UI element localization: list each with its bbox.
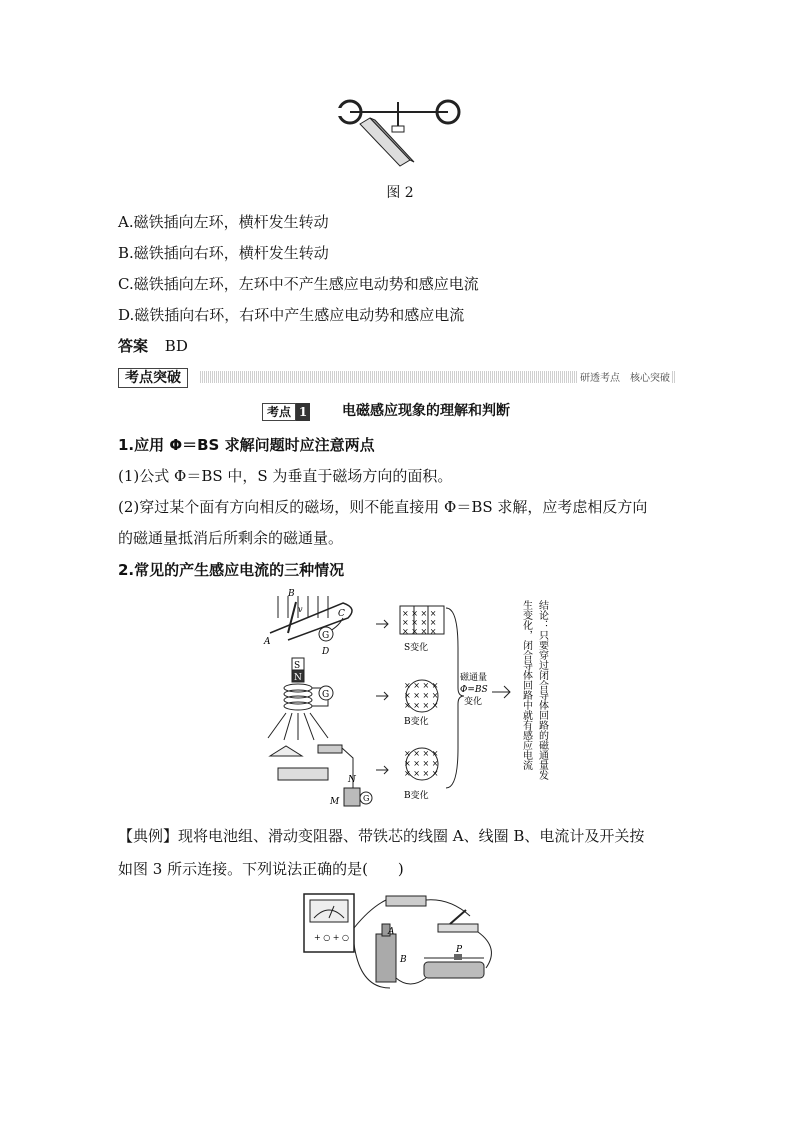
flux-line-3: 变化 <box>464 697 483 707</box>
conclusion-col-1: 结论：只要穿过闭合导体回路的磁通量发 <box>536 600 548 780</box>
label-n2: N <box>348 775 356 785</box>
label-s: S <box>294 661 301 671</box>
answer <box>118 336 188 356</box>
svg-text:× × × ×: × × × × <box>404 701 439 710</box>
kaodian-label: 考点 <box>262 403 296 421</box>
label-d: D <box>322 647 330 657</box>
label-m: M <box>330 797 340 807</box>
answer-label: 答案 <box>118 337 149 355</box>
b-change-circle-1 <box>404 680 438 727</box>
figure-2-illustration <box>330 90 470 170</box>
svg-text:× × × ×: × × × × <box>404 681 439 690</box>
b-change-label-1: B变化 <box>404 717 429 727</box>
point-1-item-2-line-2: 的磁通量抵消后所剩余的磁通量。 <box>118 529 344 547</box>
case-circuit <box>270 745 372 807</box>
svg-text:× × × ×: × × × × <box>402 618 437 627</box>
kaodian-header <box>262 401 510 419</box>
label-g2: G <box>322 690 330 700</box>
fig3-label-a: A <box>388 927 395 937</box>
option-a: A.磁铁插向左环，横杆发生转动 <box>118 213 329 231</box>
figure-3-illustration <box>300 888 505 996</box>
label-b: B <box>288 589 295 599</box>
label-a: A <box>264 637 271 647</box>
option-d: D.磁铁插向右环，右环中产生感应电动势和感应电流 <box>118 306 465 324</box>
point-2-heading: 2.常见的产生感应电流的三种情况 <box>118 561 345 579</box>
s-change-grid <box>400 606 444 653</box>
label-c: C <box>338 609 345 619</box>
arrow-4-icon <box>492 686 510 698</box>
section-header <box>118 368 676 386</box>
flux-line-1: 磁通量 <box>460 673 488 683</box>
kaodian-title: 电磁感应现象的理解和判断 <box>342 403 510 419</box>
b-change-label-2: B变化 <box>404 791 429 801</box>
arrow-2-icon <box>376 692 388 700</box>
fig3-label-b: B <box>400 955 407 965</box>
label-v: v <box>298 605 303 614</box>
fig3-label-p: P <box>456 945 463 955</box>
brace <box>446 608 464 788</box>
svg-text:× × × ×: × × × × <box>404 769 439 778</box>
svg-text:+ ○ + ○: + ○ + ○ <box>314 933 349 942</box>
section-subtitle: 研透考点 核心突破 <box>578 369 672 384</box>
point-1-heading: 1.应用 Φ＝BS 求解问题时应注意两点 <box>118 436 375 454</box>
example-line-2: 如图 3 所示连接。下列说法正确的是( ) <box>118 860 404 878</box>
example-line-1: 【典例】现将电池组、滑动变阻器、带铁芯的线圈 A、线圈 B、电流计及开关按 <box>118 827 645 845</box>
point-1-item-1: (1)公式 Φ＝BS 中，S 为垂直于磁场方向的面积。 <box>118 467 453 485</box>
option-c: C.磁铁插向左环，左环中不产生感应电动势和感应电流 <box>118 275 479 293</box>
s-change-label: S变化 <box>404 643 429 653</box>
figure-2-caption: 图 2 <box>386 185 414 201</box>
induction-cases-diagram <box>258 588 558 810</box>
label-g1: G <box>322 631 330 641</box>
section-title: 考点突破 <box>118 368 188 388</box>
flux-line-2: Φ=BS <box>460 685 488 695</box>
case-sliding-rod <box>263 589 352 657</box>
arrow-1-icon <box>376 620 388 628</box>
arrow-3-icon <box>376 766 388 774</box>
svg-text:× × × ×: × × × × <box>404 759 439 768</box>
point-1-item-2-line-1: (2)穿过某个面有方向相反的磁场，则不能直接用 Φ＝BS 求解，应考虑相反方向 <box>118 498 648 516</box>
svg-text:× × × ×: × × × × <box>402 609 437 618</box>
label-g3: G <box>363 794 370 803</box>
b-change-circle-2 <box>404 748 438 801</box>
answer-value: BD <box>164 337 188 355</box>
label-n: N <box>294 673 302 683</box>
svg-text:× × × ×: × × × × <box>402 627 437 636</box>
conclusion-col-2: 生变化，闭合导体回路中就有感应电流 <box>520 600 532 770</box>
kaodian-number: 1 <box>296 403 310 421</box>
svg-text:× × × ×: × × × × <box>404 691 439 700</box>
case-magnet-coil <box>268 658 333 740</box>
svg-text:× × × ×: × × × × <box>404 749 439 758</box>
option-b: B.磁铁插向右环，横杆发生转动 <box>118 244 329 262</box>
